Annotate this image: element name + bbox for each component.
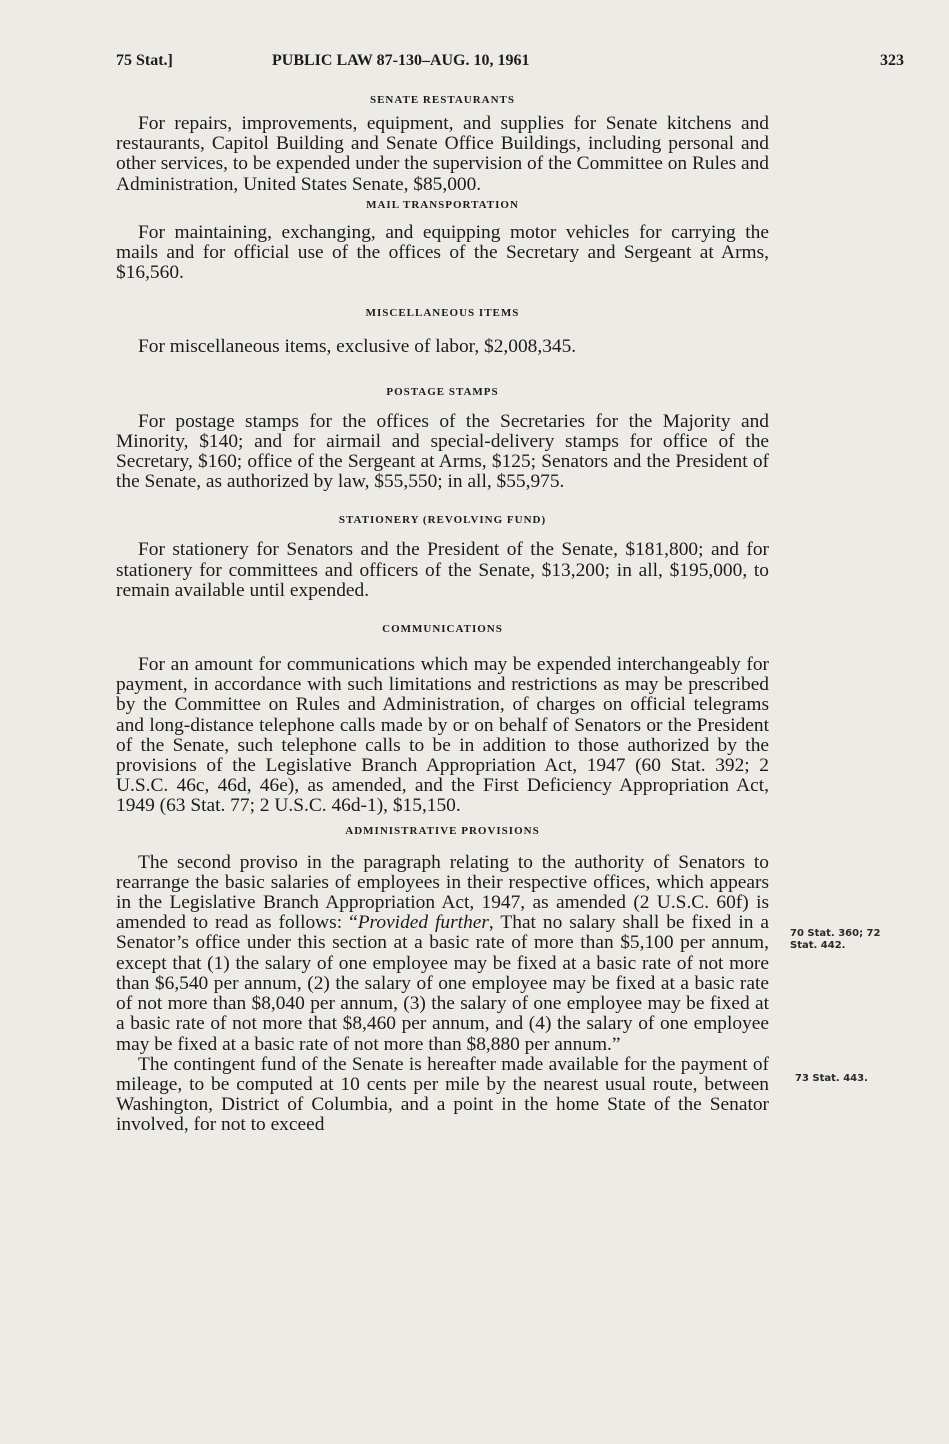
proviso-italic: Provided further	[357, 912, 489, 934]
paragraph-communications: For an amount for communications which may be expended interchangeably for payment, in accordance with such limitations and restrictions as may be prescribed by the Committee on Rules and Administration, of charges on official telegrams and long-distance telephone calls made by or on behalf of Senators or the President of the Senate, such telephone calls to be in addition to those authorized by the provisions of the Legislative Branch Appropriation Act, 1947 (60 Stat. 392; 2 U.S.C. 46c, 46d, 46e), as amended, and the First Deficiency Appropriation Act, 1949 (63 Stat. 77; 2 U.S.C. 46d-1), $15,150.	[116, 654, 769, 817]
paragraph-stationery: For stationery for Senators and the President of the Senate, $181,800; and for stationery for committees and officers of the Senate, $13,200; in all, $195,000, to remain available until expended.	[116, 539, 769, 601]
section-heading-postage-stamps: POSTAGE STAMPS	[386, 385, 499, 398]
page-header	[116, 52, 904, 76]
section-heading-mail-transportation: MAIL TRANSPORTATION	[366, 198, 519, 211]
section-heading-communications: COMMUNICATIONS	[382, 623, 503, 636]
paragraph-miscellaneous-items: For miscellaneous items, exclusive of labor, $2,008,345.	[138, 336, 577, 358]
running-title: PUBLIC LAW 87-130–AUG. 10, 1961	[272, 52, 530, 69]
paragraph-contingent-fund: The contingent fund of the Senate is hereafter made available for the payment of mileage, to be computed at 10 cents per mile by the nearest usual route, between Washington, District of Columbia, and a point in the home State of the Senator involved, for not to exceed	[116, 1053, 769, 1136]
section-heading-miscellaneous-items: MISCELLANEOUS ITEMS	[365, 307, 520, 320]
page-body	[116, 94, 769, 1136]
page-number: 323	[880, 52, 904, 69]
margin-citation-communications: 70 Stat. 360; 72 Stat. 442.	[790, 928, 881, 951]
section-heading-senate-restaurants: SENATE RESTAURANTS	[369, 94, 516, 106]
section-heading-stationery: STATIONERY (REVOLVING FUND)	[338, 514, 547, 527]
paragraph-administrative-proviso	[116, 853, 769, 1055]
paragraph-postage-stamps: For postage stamps for the offices of the Secretaries for the Majority and Minority, $140; and for airmail and special-delivery stamps for office of the Secretary, $160; office of the Sergeant at Arms, $125; Senators and the President of the Senate, as authorized by law, $55,550; in all, $55,975.	[116, 410, 769, 493]
proviso-text-pre: The second proviso in the paragraph relating to the authority of Senators to rearrange the basic salaries of employees in their respective offices, which appears in the Legislative Branch Appropriation Act, 1947, as amended (2 U.S.C. 60f) is amended to read as follows: “	[116, 851, 769, 934]
margin-citation-administrative: 73 Stat. 443.	[795, 1073, 868, 1084]
section-heading-administrative-provisions: ADMINISTRATIVE PROVISIONS	[345, 824, 540, 837]
paragraph-mail-transportation: For maintaining, exchanging, and equipping motor vehicles for carrying the mails and for official use of the offices of the Secretary and Sergeant at Arms, $16,560.	[116, 221, 769, 284]
volume-reference: 75 Stat.]	[116, 52, 173, 69]
proviso-text-post: , That no salary shall be fixed in a Senator’s office under this section at a basic rate of more than $5,100 per annum, except that (1) the salary of one employee may be fixed at a basic rate of not more than $6,540 per annum, (2) the salary of one employee may be fixed at a basic rate of not more than $8,040 per annum, (3) the salary of one employee may be fixed at a basic rate of not more that $8,460 per annum, and (4) the salary of one employee may be fixed at a basic rate of not more than $8,880 per annum.”	[116, 912, 769, 1055]
paragraph-senate-restaurants: For repairs, improvements, equipment, and supplies for Senate kitchens and restaurants, Capitol Building and Senate Office Buildings, including personal and other services, to be expended under the supervision of the Committee on Rules and Administration, United States Senate, $85,000.	[116, 113, 769, 195]
